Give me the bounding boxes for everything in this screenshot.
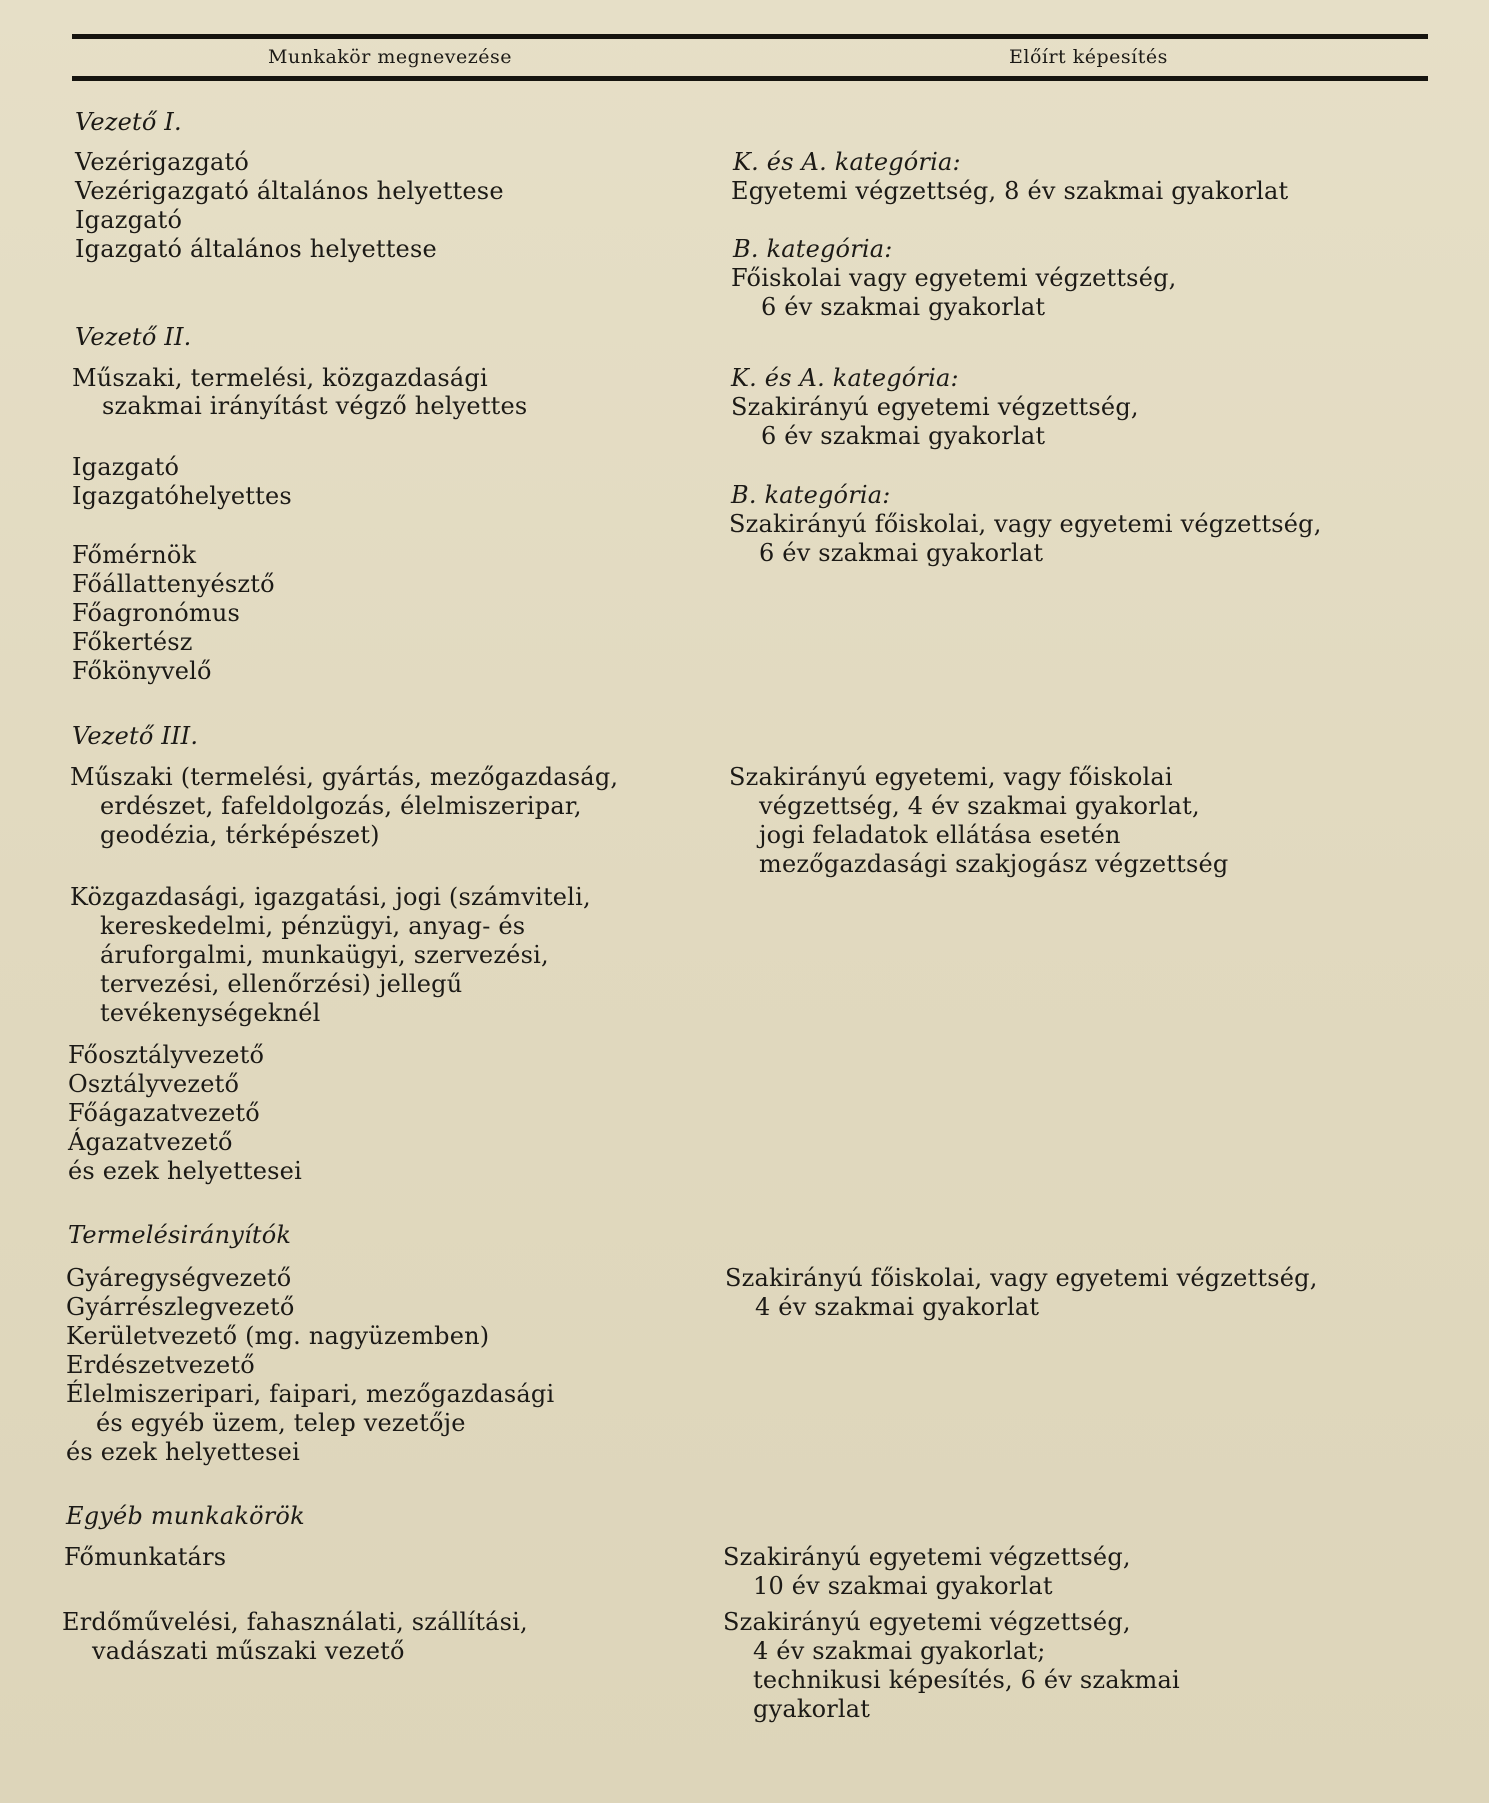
qualification-text-line: Egyetemi végzettség, 8 év szakmai gyakorlat — [731, 177, 1289, 205]
header-bottom-rule — [72, 76, 1428, 81]
job-text-line: Igazgató általános helyettese — [75, 235, 437, 263]
qualification-text-line: gyakorlat — [753, 1695, 871, 1723]
job-text-line: Főmérnök — [72, 541, 197, 569]
job-text-line: Főállattenyésztő — [72, 570, 275, 598]
job-text-line: Főkönyvelő — [72, 657, 212, 685]
column-header-job-title: Munkakör megnevezése — [268, 46, 512, 68]
qualification-text-line: Szakirányú egyetemi végzettség, — [723, 1608, 1131, 1636]
job-text-line: Főágazatvezető — [68, 1099, 260, 1127]
header-top-rule — [72, 34, 1428, 39]
qualification-text-line: 4 év szakmai gyakorlat — [755, 1293, 1040, 1321]
job-text-line: Vezérigazgató — [75, 148, 250, 176]
job-text-line: Igazgató — [75, 206, 183, 234]
job-text-line: Erdészetvezető — [66, 1351, 255, 1379]
job-text-line: erdészet, fafeldolgozás, élelmiszeripar, — [100, 792, 582, 820]
job-text-line: Élelmiszeripari, faipari, mezőgazdasági — [66, 1380, 555, 1408]
qualification-category-label: K. és A. kategória: — [733, 148, 961, 176]
job-text-line: Ágazatvezető — [68, 1128, 233, 1156]
qualification-text-line: végzettség, 4 év szakmai gyakorlat, — [759, 792, 1200, 820]
qualification-text-line: Szakirányú egyetemi végzettség, — [731, 393, 1139, 421]
qualification-text-line: 4 év szakmai gyakorlat; — [753, 1637, 1046, 1665]
job-section-heading: Vezető I. — [75, 108, 182, 136]
job-text-line: és ezek helyettesei — [68, 1157, 302, 1185]
job-text-line: áruforgalmi, munkaügyi, szervezési, — [100, 941, 549, 969]
job-text-line: Osztályvezető — [68, 1070, 240, 1098]
column-header-qualification: Előírt képesítés — [1009, 46, 1168, 68]
job-text-line: vadászati műszaki vezető — [92, 1637, 405, 1665]
job-text-line: Főagronómus — [72, 599, 241, 627]
qualification-category-label: K. és A. kategória: — [731, 364, 959, 392]
qualification-text-line: Szakirányú főiskolai, vagy egyetemi végzettség, — [725, 1264, 1318, 1292]
job-text-line: Gyáregységvezető — [66, 1264, 292, 1292]
job-section-heading: Egyéb munkakörök — [66, 1502, 305, 1530]
job-text-line: Főkertész — [72, 628, 193, 656]
qualification-text-line: 10 év szakmai gyakorlat — [753, 1572, 1053, 1600]
job-text-line: tervezési, ellenőrzési) jellegű — [100, 970, 463, 998]
job-text-line: geodézia, térképészet) — [100, 821, 380, 849]
job-section-heading: Vezető II. — [75, 323, 192, 351]
job-text-line: és ezek helyettesei — [66, 1438, 300, 1466]
qualification-text-line: jogi feladatok ellátása esetén — [759, 821, 1121, 849]
qualification-text-line: 6 év szakmai gyakorlat — [759, 539, 1044, 567]
job-text-line: Igazgató — [72, 453, 180, 481]
job-text-line: tevékenységeknél — [100, 999, 321, 1027]
job-text-line: Közgazdasági, igazgatási, jogi (számviteli, — [70, 883, 591, 911]
job-section-heading: Termelésirányítók — [68, 1221, 292, 1249]
qualification-category-label: B. kategória: — [733, 235, 893, 263]
job-text-line: Főmunkatárs — [64, 1543, 227, 1571]
job-text-line: Műszaki (termelési, gyártás, mezőgazdaság, — [70, 763, 619, 791]
job-section-heading: Vezető III. — [72, 722, 199, 750]
job-text-line: Gyárrészlegvezető — [66, 1293, 295, 1321]
job-text-line: Erdőművelési, fahasználati, szállítási, — [62, 1608, 528, 1636]
job-text-line: szakmai irányítást végző helyettes — [102, 392, 528, 420]
job-text-line: Főosztályvezető — [68, 1041, 265, 1069]
job-text-line: kereskedelmi, pénzügyi, anyag- és — [100, 912, 526, 940]
job-text-line: Igazgatóhelyettes — [72, 482, 292, 510]
qualification-text-line: Szakirányú főiskolai, vagy egyetemi végzettség, — [729, 510, 1322, 538]
job-text-line: és egyéb üzem, telep vezetője — [96, 1409, 466, 1437]
qualification-category-label: B. kategória: — [731, 481, 891, 509]
qualification-text-line: technikusi képesítés, 6 év szakmai — [753, 1666, 1180, 1694]
qualification-text-line: Szakirányú egyetemi, vagy főiskolai — [729, 763, 1173, 791]
job-text-line: Vezérigazgató általános helyettese — [75, 177, 504, 205]
qualification-text-line: Főiskolai vagy egyetemi végzettség, — [731, 264, 1177, 292]
qualification-text-line: 6 év szakmai gyakorlat — [761, 293, 1046, 321]
job-text-line: Műszaki, termelési, közgazdasági — [72, 364, 488, 392]
qualification-text-line: Szakirányú egyetemi végzettség, — [723, 1543, 1131, 1571]
qualification-text-line: mezőgazdasági szakjogász végzettség — [759, 850, 1229, 878]
qualification-text-line: 6 év szakmai gyakorlat — [761, 422, 1046, 450]
job-text-line: Kerületvezető (mg. nagyüzemben) — [66, 1322, 490, 1350]
